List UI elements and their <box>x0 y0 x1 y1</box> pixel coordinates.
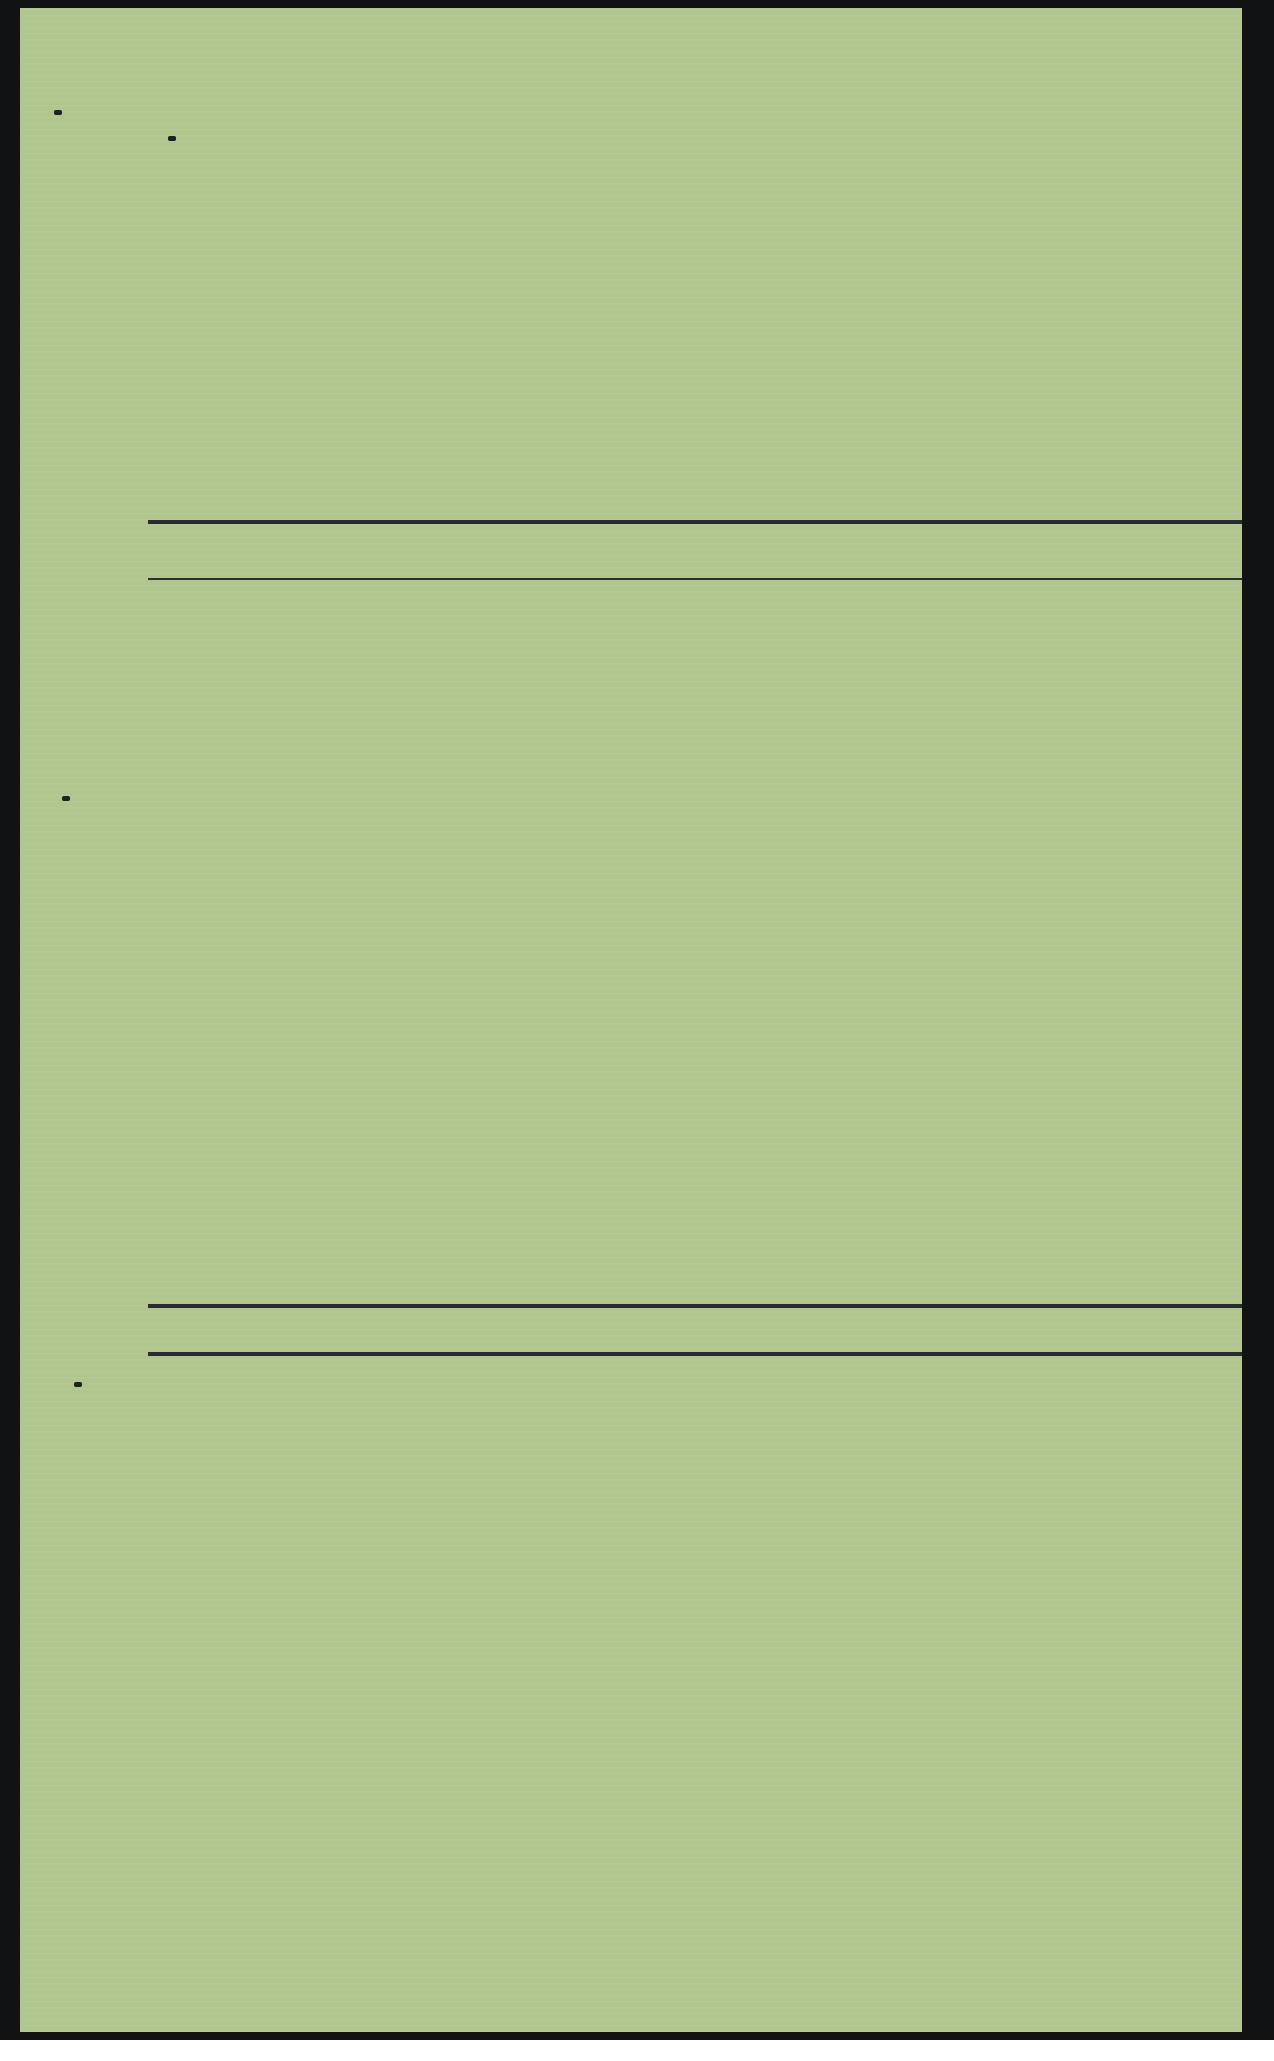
table-header-rule <box>148 578 1242 580</box>
totals-row <box>20 1324 1242 1350</box>
punch-mark <box>62 796 70 801</box>
document-page <box>20 8 1242 2032</box>
totals-bottom-rule <box>148 1352 1242 1356</box>
totals-top-rule <box>148 1304 1242 1308</box>
punch-mark <box>168 136 176 141</box>
punch-mark <box>54 110 62 115</box>
punch-mark <box>74 1382 82 1387</box>
table-top-rule <box>148 520 1242 524</box>
